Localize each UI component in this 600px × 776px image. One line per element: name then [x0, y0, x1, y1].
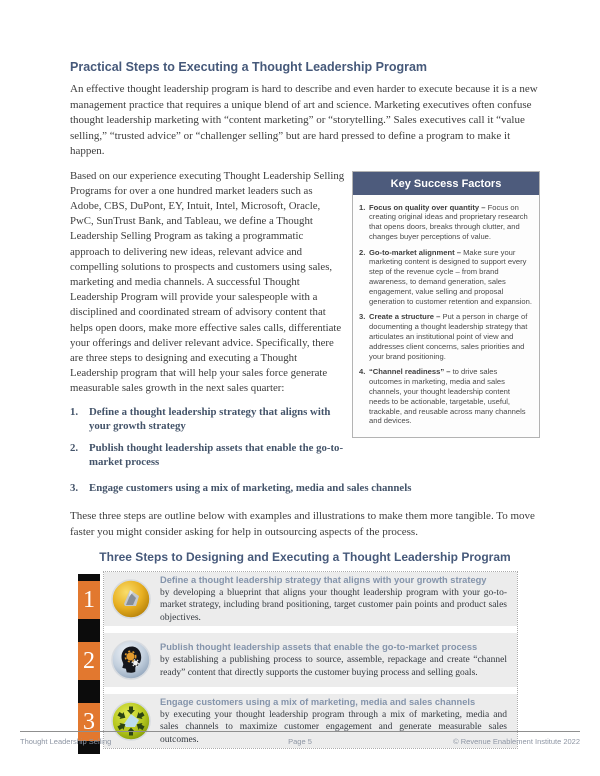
step-2-number: 2	[78, 642, 100, 680]
footer-document-name: Thought Leadership Selling	[20, 737, 112, 746]
footer-copyright: © Revenue Enablement Institute 2022	[453, 737, 581, 746]
steps-container	[103, 571, 518, 749]
key-factor-text: Focus on quality over quantity – Focus on creating original ideas and proprietary research that opens doors, breaks through clutter, and changes buyer perceptions of value.	[369, 202, 528, 241]
step-title: Publish thought leadership assets that enable the go-to-market process	[160, 642, 478, 653]
list-text: Publish thought leadership assets that enable the go-to-market process	[89, 441, 344, 469]
closing-paragraph: These three steps are outline below with examples and illustrations to make them more tangible. To move faster you might consider asking for help in outsourcing aspects of the process.	[70, 510, 535, 538]
step-text	[160, 641, 507, 679]
key-factor-text: “Channel readiness” – to drive sales outcomes in marketing, media and sales channels, your thought leadership content needs to be actionable, targetable, useful, trackable, and reusable across many channels and devices.	[369, 367, 526, 426]
step-3-number: 3	[78, 703, 100, 741]
key-factor-item	[359, 367, 532, 426]
key-factor-item	[359, 248, 532, 307]
step-description: by developing a blueprint that aligns your thought leadership program with your go-to-market strategy, including brand positioning, target customer pain points and product sales objectives.	[160, 587, 507, 623]
two-column-section	[70, 169, 540, 503]
page-footer	[20, 731, 580, 746]
strategy-gold-icon	[111, 579, 151, 619]
key-success-factors-body	[353, 195, 539, 439]
list-item-publish-assets	[70, 441, 345, 470]
key-factor-number: 4.	[359, 367, 366, 377]
experience-paragraph: Based on our experience executing Thought Leadership Selling Programs for over a one hundred market leaders such as Adobe, CBS, DuPont, EY, Intuit, Intel, Microsoft, Oracle, PwC, SunTrust Bank, and Tableau, we define a Thought Leadership Selling Program as taking a programmatic approach to delivering new ideas, relevant advice and compelling solutions to prospects and customers using sales, marketing and media channels. A successful Thought Leadership Program will provide your salespeople with a disciplined and coordinated stream of advisory content that helps open doors, make more effective sales calls, differentiate your offerings and deliver relevant advice. Specifically, there are three steps to designing and executing a Thought Leadership program that will help your sales force generate measurable sales growth in the next sales quarter:	[70, 169, 345, 395]
key-factor-text: Create a structure – Put a person in charge of documenting a thought leadership strategy that articulates an institutional point of view and addresses client concerns, sales priorities and your brand positioning.	[369, 312, 528, 361]
key-factor-item	[359, 312, 532, 361]
list-number: 2.	[70, 441, 79, 454]
key-factor-item	[359, 203, 532, 242]
list-text: Define a thought leadership strategy that aligns with your growth strategy	[89, 405, 331, 433]
three-steps-graphic	[78, 571, 518, 749]
page-content	[70, 60, 540, 749]
list-item-define-strategy	[70, 405, 345, 434]
three-steps-heading: Three Steps to Designing and Executing a Thought Leadership Program	[99, 550, 511, 565]
key-success-factors-box	[352, 171, 540, 438]
key-success-factors-title: Key Success Factors	[353, 172, 539, 195]
step-row-publish	[104, 633, 517, 687]
intro-paragraph: An effective thought leadership program is hard to describe and even harder to execute because it is a new management practice that requires a unique blend of art and science. Marketing executives often confuse thought leadership marketing with “content marketing” or “storytelling.” Sales executives call it “value selling,” “trusted advice” or “challenger selling” but are hard pressed to define a program to make it happen.	[70, 83, 538, 157]
step-title: Define a thought leadership strategy that aligns with your growth strategy	[160, 574, 487, 585]
key-factor-number: 3.	[359, 312, 366, 322]
step-description: by executing your thought leadership program through a mix of marketing, media and sales channels to maximize customer engagement and generate measurable sales outcomes.	[160, 709, 507, 745]
step-1-number: 1	[78, 581, 100, 619]
key-factor-number: 2.	[359, 247, 366, 257]
key-factor-text: Go-to-market alignment – Make sure your marketing content is designed to support every step of the revenue cycle – from brand awareness, to demand generation, sales engagement, value selling and proposal generation to customer retention and expansion.	[369, 247, 532, 306]
list-number: 1.	[70, 405, 79, 418]
list-number: 3.	[70, 481, 79, 494]
step-row-define	[104, 572, 517, 626]
page-title: Practical Steps to Executing a Thought Leadership Program	[70, 60, 428, 74]
list-text: Engage customers using a mix of marketing, media and sales channels	[89, 481, 412, 494]
step-title: Engage customers using a mix of marketing, media and sales channels	[160, 696, 476, 707]
key-factor-number: 1.	[359, 202, 366, 212]
footer-page-number: Page 5	[288, 737, 312, 746]
step-description: by establishing a publishing process to source, assemble, repackage and create “channel ready” content that directly supports the customer buying process and selling goals.	[160, 655, 507, 678]
head-gears-icon	[111, 640, 151, 680]
list-item-engage-customers	[70, 477, 540, 496]
step-text	[160, 574, 507, 625]
